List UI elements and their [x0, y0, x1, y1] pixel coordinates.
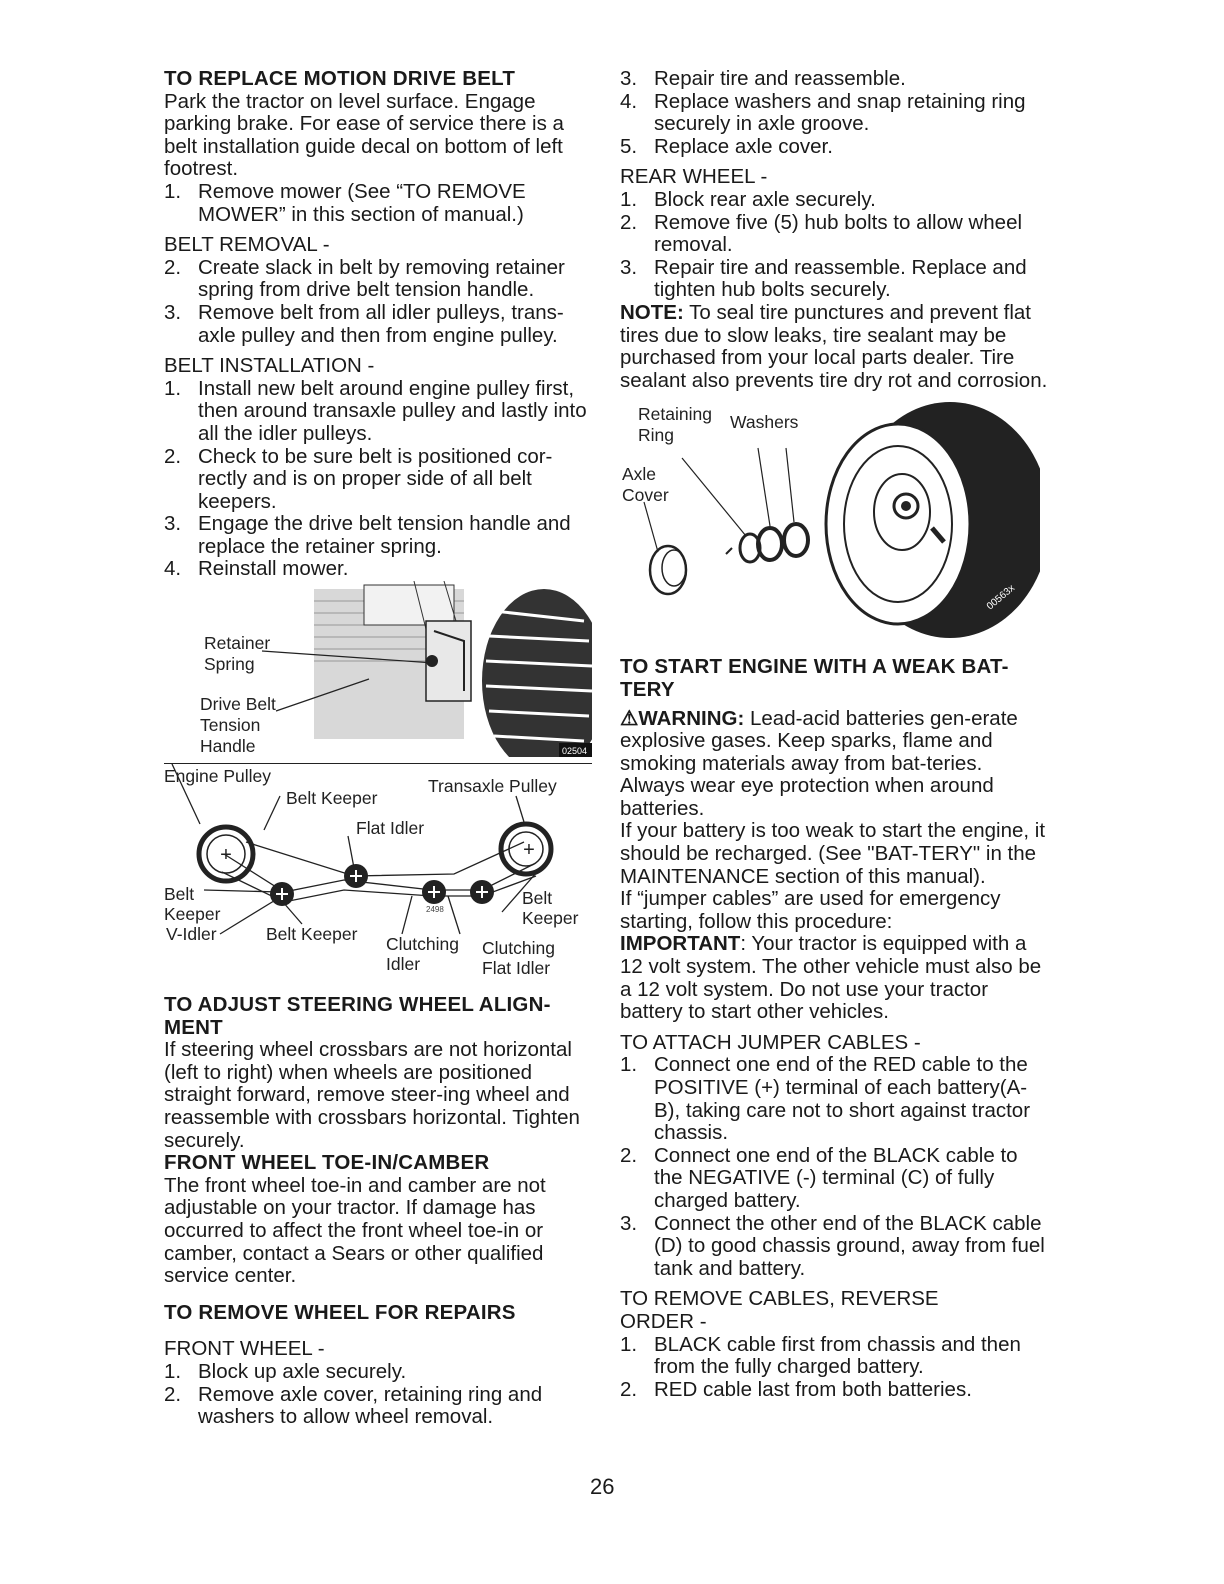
label-belt-keeper-left-2: Keeper [164, 904, 221, 925]
belt-removal-steps [164, 257, 592, 347]
page-number: 26 [590, 1474, 615, 1499]
note-label: NOTE: [620, 300, 684, 324]
section-title-weak-battery: TO START ENGINE WITH A WEAK BAT- TERY [620, 655, 1009, 701]
steering-text: If steering wheel crossbars are not horizontal (left to right) when wheels are positioned straight forward, remove steer-ing wheel and reassemble with crossbars horizontal. Tighten securely. [164, 1038, 580, 1152]
list-item: 5. Replace axle cover. [620, 134, 833, 158]
list-item: 1. Install new belt around engine pulley first, then around transaxle pulley and lastly into all the idler pulleys. [164, 376, 587, 445]
important-label: IMPORTANT [620, 932, 741, 956]
section-title-remove-wheel: TO REMOVE WHEEL FOR REPAIRS [164, 1300, 516, 1324]
label-tension: Tension [200, 715, 261, 736]
label-retaining: Retaining [638, 404, 712, 425]
attach-cables-steps [620, 1054, 1050, 1280]
label-clutching-idler-2: Idler [386, 954, 421, 975]
motion-belt-intro: Park the tractor on level surface. Engage parking brake. For ease of service there is a belt installation guide decal on bottom of left footrest. [164, 89, 564, 181]
label-cover: Cover [622, 485, 669, 506]
important-paragraph: IMPORTANT: Your tractor is equipped with a 12 volt system. The other vehicle must also be a 12 volt system. Do not use your tractor battery to start other vehicles. [620, 932, 1042, 1024]
list-item: 3. Connect the other end of the BLACK cable (D) to good chassis ground, away from fuel tank and battery. [620, 1211, 1045, 1280]
warning-paragraph: ⚠WARNING: Lead-acid batteries gen-erate explosive gases. Keep sparks, flame and smoking materials away from bat-teries. Always wear eye protection when around batteries. [620, 706, 1018, 820]
belt-installation-heading: BELT INSTALLATION - [164, 354, 375, 378]
label-handle: Handle [200, 736, 256, 757]
section-title-motion-belt: TO REPLACE MOTION DRIVE BELT [164, 67, 516, 90]
tension-handle-figure [164, 581, 592, 757]
figure-code: 02504 [562, 746, 588, 757]
warning-icon: ⚠ [620, 706, 639, 730]
belt-routing-figure [164, 764, 592, 984]
list-item: 2. Remove axle cover, retaining ring and washers to allow wheel removal. [164, 1382, 543, 1429]
section-title-toe-in: FRONT WHEEL TOE-IN/CAMBER [164, 1151, 490, 1175]
label-transaxle-pulley: Transaxle Pulley [428, 776, 557, 797]
label-clutching-idler-1: Clutching [386, 934, 459, 955]
svg-text:+: + [523, 839, 535, 862]
label-retainer: Retainer [204, 633, 271, 654]
left-column [164, 68, 592, 1429]
label-ring: Ring [638, 425, 674, 446]
label-belt-keeper-right-2: Keeper [522, 908, 579, 929]
list-item: 4. Replace washers and snap retaining ring securely in axle groove. [620, 89, 1026, 136]
attach-cables-heading: TO ATTACH JUMPER CABLES - [620, 1030, 921, 1054]
figure-code: 2498 [426, 905, 444, 915]
remove-cables-steps [620, 1334, 1050, 1402]
list-item: 2. Remove five (5) hub bolts to allow wheel removal. [620, 210, 1023, 257]
label-flat-idler: Flat Idler [356, 818, 425, 839]
front-wheel-steps-continued [620, 68, 1050, 158]
front-wheel-steps [164, 1361, 592, 1429]
list-item: 3. Engage the drive belt tension handle and replace the retainer spring. [164, 512, 571, 558]
svg-text:+: + [220, 844, 232, 867]
belt-installation-steps [164, 378, 592, 581]
label-belt-keeper-right-1: Belt [522, 888, 553, 909]
toe-in-text: The front wheel toe-in and camber are not adjustable on your tractor. If damage has occurred to affect the front wheel toe-in or camber, contact a Sears or other qualified service center. [164, 1173, 546, 1288]
list-item: 2. Check to be sure belt is positioned cor-rectly and is on proper side of all belt keepers. [164, 444, 553, 513]
jumper-cables-text: If “jumper cables” are used for emergency starting, follow this procedure: [620, 887, 1001, 933]
rear-wheel-heading: REAR WHEEL - [620, 165, 768, 189]
wheel-figure [620, 402, 1040, 638]
warning-label: ⚠WARNING: [620, 706, 745, 730]
list-item: 1. Remove mower (See “TO REMOVE MOWER” in this section of manual.) [164, 179, 526, 226]
list-item: 1. BLACK cable first from chassis and then from the fully charged battery. [620, 1332, 1021, 1379]
weak-battery-text: If your battery is too weak to start the engine, it should be recharged. (See "BAT-TERY" in the MAINTENANCE section of this manual). [620, 819, 1046, 888]
list-item: 2. Connect one end of the BLACK cable to the NEGATIVE (-) terminal (C) of fully charged battery. [620, 1143, 1018, 1212]
list-item: 1. Block up axle securely. [164, 1359, 407, 1383]
list-item: 1. Block rear axle securely. [620, 187, 876, 211]
label-belt-keeper-top: Belt Keeper [286, 788, 378, 809]
label-belt-keeper-bottom: Belt Keeper [266, 924, 358, 945]
label-spring: Spring [204, 654, 255, 675]
list-item: 2. Create slack in belt by removing retainer spring from drive belt tension handle. [164, 255, 565, 302]
list-item: 1. Connect one end of the RED cable to the POSITIVE (+) terminal of each battery(A-B), taking care not to short against tractor chassis. [620, 1053, 1031, 1145]
label-axle: Axle [622, 464, 657, 485]
label-washers: Washers [730, 412, 799, 433]
right-column [620, 68, 1050, 1401]
label-belt-keeper-left-1: Belt [164, 884, 195, 905]
rear-wheel-steps [620, 189, 1050, 302]
label-drive-belt: Drive Belt [200, 694, 276, 715]
label-v-idler: V-Idler [166, 924, 217, 945]
label-clutching-flat-2: Flat Idler [482, 958, 551, 979]
label-engine-pulley: Engine Pulley [164, 766, 272, 787]
label-clutching-flat-1: Clutching [482, 938, 555, 959]
list-item: 3. Repair tire and reassemble. [620, 67, 906, 90]
list-item: 2. RED cable last from both batteries. [620, 1377, 972, 1401]
remove-cables-heading: TO REMOVE CABLES, REVERSE ORDER - [620, 1287, 939, 1333]
list-item: 3. Remove belt from all idler pulleys, trans-axle pulley and then from engine pulley. [164, 300, 564, 347]
list-item: 4. Reinstall mower. [164, 557, 349, 581]
section-title-steering: TO ADJUST STEERING WHEEL ALIGN- MENT [164, 993, 551, 1039]
front-wheel-heading: FRONT WHEEL - [164, 1337, 325, 1361]
motion-belt-steps [164, 181, 592, 226]
list-item: 3. Repair tire and reassemble. Replace and tighten hub bolts securely. [620, 255, 1027, 302]
note-paragraph: NOTE: To seal tire punctures and prevent flat tires due to slow leaks, tire sealant may be purchased from your local parts dealer. Tire sealant also prevents tire dry rot and corrosion. [620, 300, 1048, 392]
belt-removal-heading: BELT REMOVAL - [164, 233, 330, 257]
figure-code: 00563x [984, 583, 1018, 613]
wheel-illustration [620, 402, 1040, 638]
